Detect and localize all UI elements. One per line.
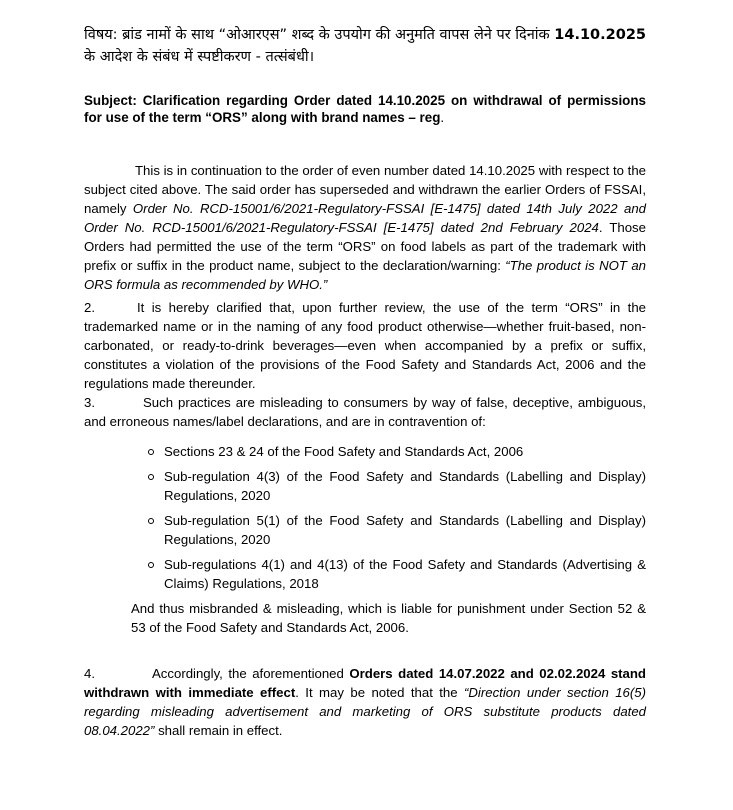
subject-line-hindi: [84, 24, 646, 68]
paragraph-3-text: Such practices are misleading to consumers by way of false, deceptive, ambiguous, and erroneous names/label declarations, and are in contravention of:: [84, 395, 646, 429]
paragraph-4-text-end: shall remain in effect.: [154, 723, 283, 738]
hindi-subject-text-pre: विषय: ब्रांड नामों के साथ “ओआरएस” शब्द के उपयोग की अनुमति वापस लेने पर दिनांक: [84, 27, 555, 43]
hindi-subject-text-post: के आदेश के संबंध में स्पष्टीकरण - तत्संबंधी।: [84, 49, 315, 65]
circle-bullet-icon: [148, 518, 154, 524]
paragraph-2-text: It is hereby clarified that, upon further review, the use of the term “ORS” in the trademarked name or in the naming of any food product otherwise—whether fruit-based, non-carbonated, or ready-to-drink beverages—even when accompanied by a prefix or suffix, constitutes a violation of the provisions of the Food Safety and Standards Act, 2006 and the regulations made thereunder.: [84, 300, 646, 391]
list-item-text: Sections 23 & 24 of the Food Safety and Standards Act, 2006: [164, 444, 524, 459]
paragraph-4-direction-quote: “Direction under section 16(5) regarding misleading advertisement and marketing of ORS substitute products dated 08.04.2022”: [84, 685, 646, 738]
paragraph-3-number: 3.: [84, 395, 95, 410]
paragraph-3: [84, 393, 646, 431]
circle-bullet-icon: [148, 474, 154, 480]
contravention-list: [84, 442, 646, 593]
paragraph-1-order-references: Order No. RCD-15001/6/2021-Regulatory-FSSAI [E-1475] dated 14th July 2022 and Order No. RCD-15001/6/2021-Regulatory-FSSAI [E-1475] dated 2nd February 2024: [84, 201, 646, 235]
circle-bullet-icon: [148, 562, 154, 568]
list-item-text: Sub-regulations 4(1) and 4(13) of the Food Safety and Standards (Advertising & Claims) Regulations, 2018: [164, 557, 646, 591]
paragraph-1-warning-quote: “The product is NOT an ORS formula as recommended by WHO.”: [84, 258, 646, 292]
paragraph-1-text: This is in continuation to the order of even number dated 14.10.2025 with respect to the subject cited above. The said order has superseded and withdrawn the earlier Orders of FSSAI, namely: [84, 163, 646, 216]
hindi-subject-order-date: 14.10.2025: [554, 27, 646, 43]
list-item-subregulation-5-1: [148, 511, 646, 549]
paragraph-1-text-continued: . Those Orders had permitted the use of the term “ORS” on food labels as part of the trademark with prefix or suffix in the product name, subject to the declaration/warning:: [84, 220, 646, 273]
misbranding-note: And thus misbranded & misleading, which is liable for punishment under Section 52 & 53 of the Food Safety and Standards Act, 2006.: [131, 601, 646, 635]
subject-text: Subject: Clarification regarding Order dated 14.10.2025 on withdrawal of permissions for use of the term “ORS” along with brand names – reg: [84, 93, 646, 125]
paragraph-1: [84, 161, 646, 294]
paragraph-4-withdrawal-statement: Orders dated 14.07.2022 and 02.02.2024 stand withdrawn with immediate effect: [84, 666, 646, 700]
list-item-text: Sub-regulation 4(3) of the Food Safety and Standards (Labelling and Display) Regulations, 2020: [164, 469, 646, 503]
list-item-text: Sub-regulation 5(1) of the Food Safety and Standards (Labelling and Display) Regulations, 2020: [164, 513, 646, 547]
list-item-subregulations-4-1-4-13: [148, 555, 646, 593]
paragraph-4-text: Accordingly, the aforementioned: [152, 666, 350, 681]
paragraph-2-number: 2.: [84, 300, 95, 315]
list-item-sections-23-24: [148, 442, 646, 461]
paragraph-4: [84, 664, 646, 740]
paragraph-4-text-continued: . It may be noted that the: [295, 685, 465, 700]
paragraph-2: [84, 298, 646, 393]
list-item-subregulation-4-3: [148, 467, 646, 505]
subject-line-english: [84, 92, 646, 126]
paragraph-4-number: 4.: [84, 666, 95, 681]
circle-bullet-icon: [148, 449, 154, 455]
subject-period: .: [440, 110, 445, 125]
